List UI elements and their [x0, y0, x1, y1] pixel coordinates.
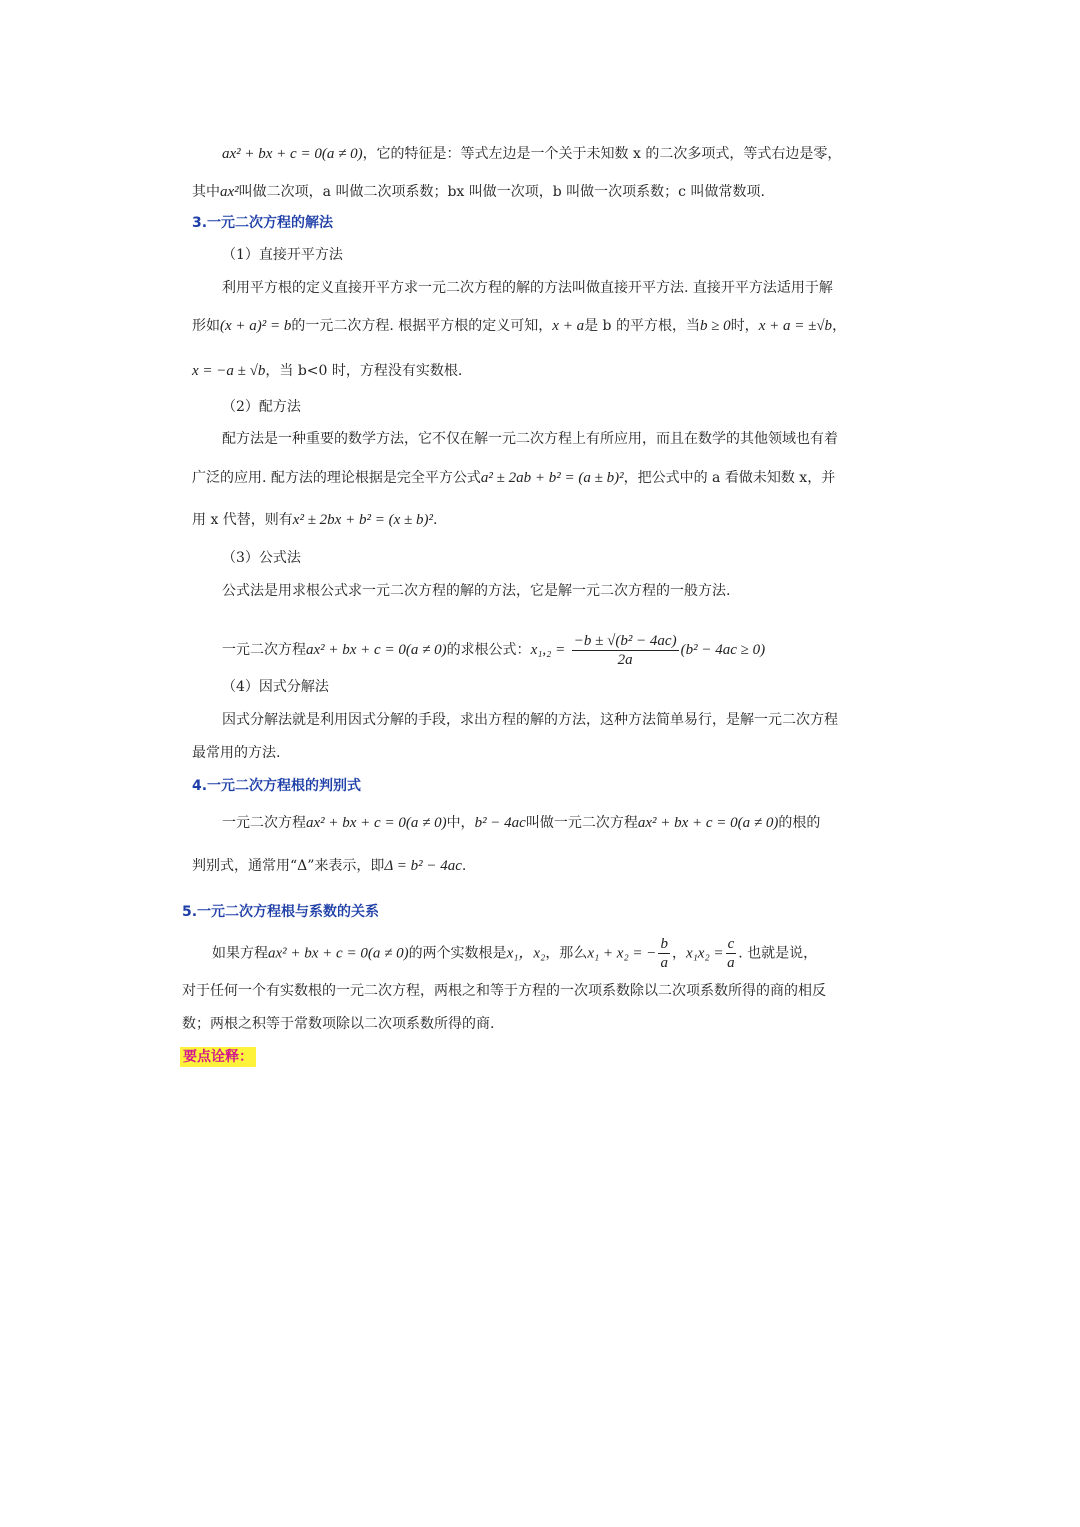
text-segment: ，把公式中的 a 看做未知数 x，并 [623, 470, 836, 486]
equation: ax² + bx + c = 0(a ≠ 0) [637, 815, 779, 831]
fraction-denominator: a [660, 955, 668, 971]
definition-line-1 [222, 143, 841, 165]
equation: ax² + bx + c = 0(a ≠ 0) [306, 815, 447, 831]
text-segment: 的求根公式： [446, 642, 531, 658]
paragraph-line [192, 360, 462, 382]
text-segment: 时， [730, 318, 759, 334]
text-segment: 一元二次方程 [222, 815, 306, 831]
text-segment: ，那么 [545, 945, 588, 962]
paragraph-line [222, 812, 820, 834]
fraction-denominator: 2a [617, 651, 633, 668]
text-segment: 其中 [192, 184, 220, 200]
subheading-direct-square-root: （1）直接开平方法 [222, 247, 343, 263]
text-segment: ， [832, 318, 847, 334]
subheading-formula-method: （3）公式法 [222, 550, 301, 566]
quadratic-term: ax² [220, 184, 239, 200]
text-segment: 叫做一元二次方程 [525, 815, 638, 831]
product-fraction [726, 935, 737, 972]
paragraph-line: 配方法是一种重要的数学方法，它不仅在解一元二次方程上有所应用，而且在数学的其他领域也有着 [222, 431, 838, 447]
discriminant-condition: (b² − 4ac ≥ 0) [680, 642, 766, 658]
paragraph-line: 公式法是用求根公式求一元二次方程的解的方法，它是解一元二次方程的一般方法. [222, 583, 731, 599]
paragraph-line: 数；两根之积等于常数项除以二次项系数所得的商. [182, 1016, 495, 1032]
definition-line-2 [192, 181, 765, 203]
vieta-line [212, 935, 817, 972]
paragraph-line: 利用平方根的定义直接开平方求一元二次方程的解的方法叫做直接开平方法. 直接开平方法适用于解 [222, 280, 833, 296]
paragraph-line [192, 467, 835, 489]
text-segment: 广泛的应用. 配方法的理论根据是完全平方公式 [192, 470, 481, 486]
equation: b² − 4ac [474, 815, 526, 831]
product-of-roots: x₁x₂ = [685, 945, 724, 962]
fraction-numerator: c [727, 936, 735, 952]
equation: x = −a ± √b [192, 363, 266, 379]
fraction-numerator: b [660, 936, 668, 952]
quadratic-formula-line [222, 630, 765, 670]
text-segment: 是 b 的平方根，当 [584, 318, 700, 334]
text-segment: 叫做二次项，a 叫做二次项系数；bx 叫做一次项，b 叫做一次项系数；c 叫做常数项. [238, 184, 765, 200]
text-segment: 的根的 [778, 815, 821, 831]
text-segment: 的一元二次方程. 根据平方根的定义可知， [291, 318, 553, 334]
text-segment: 用 x 代替，则有 [192, 512, 293, 528]
equation: b ≥ 0 [699, 318, 731, 334]
text-segment: 中， [446, 815, 475, 831]
text-segment: . [461, 858, 467, 874]
fraction-denominator: a [727, 955, 735, 971]
equation: Δ = b² − 4ac [384, 858, 462, 874]
text-segment: 的两个实数根是 [408, 945, 507, 962]
sum-fraction [658, 935, 670, 972]
text-segment: 判别式，通常用“Δ”来表示，即 [192, 858, 385, 874]
paragraph-line: 最常用的方法. [192, 745, 281, 761]
paragraph-line: 对于任何一个有实数根的一元二次方程，两根之和等于方程的一次项系数除以二次项系数所得的商的相反 [182, 983, 826, 999]
fraction-numerator: −b ± √(b² − 4ac) [573, 632, 677, 649]
equation: (x + a)² = b [220, 318, 292, 334]
text-segment: 一元二次方程 [222, 642, 306, 658]
equation: x + a = ±√b [758, 318, 833, 334]
quadratic-formula-fraction [572, 632, 679, 669]
section-heading-vieta: 5.一元二次方程根与系数的关系 [182, 904, 380, 920]
text-segment: ，当 b<0 时，方程没有实数根. [265, 363, 463, 379]
equation: x + a [552, 318, 585, 334]
keynote-highlight: 要点诠释： [180, 1047, 256, 1067]
definition-text: ，它的特征是：等式左边是一个关于未知数 x 的二次多项式，等式右边是零， [362, 146, 842, 162]
paragraph-line [192, 855, 466, 877]
paragraph-line [192, 509, 437, 531]
roots: x₁，x₂ [506, 945, 546, 962]
section-heading-discriminant: 4.一元二次方程根的判别式 [192, 778, 362, 794]
general-form-equation: ax² + bx + c = 0(a ≠ 0) [222, 146, 363, 162]
section-heading-solutions: 3.一元二次方程的解法 [192, 215, 334, 231]
text-segment: ， [671, 945, 686, 962]
subheading-factoring: （4）因式分解法 [222, 679, 329, 695]
text-segment: 如果方程 [212, 945, 268, 962]
text-segment: . 也就是说， [738, 945, 818, 962]
equation: ax² + bx + c = 0(a ≠ 0) [268, 945, 409, 962]
equation: ax² + bx + c = 0(a ≠ 0) [306, 642, 447, 658]
keynote-label [180, 1046, 256, 1068]
paragraph-line [192, 315, 846, 337]
text-segment: 形如 [192, 318, 220, 334]
paragraph-line: 因式分解法就是利用因式分解的手段，求出方程的解的方法，这种方法简单易行，是解一元二次方程 [222, 712, 838, 728]
text-segment: . [432, 512, 438, 528]
equation: a² ± 2ab + b² = (a ± b)² [480, 470, 624, 486]
sum-of-roots: x₁ + x₂ = − [587, 945, 657, 962]
root-symbol: x₁,₂ = [530, 642, 566, 658]
subheading-completing-square: （2）配方法 [222, 399, 301, 415]
equation: x² ± 2bx + b² = (x ± b)² [292, 512, 433, 528]
